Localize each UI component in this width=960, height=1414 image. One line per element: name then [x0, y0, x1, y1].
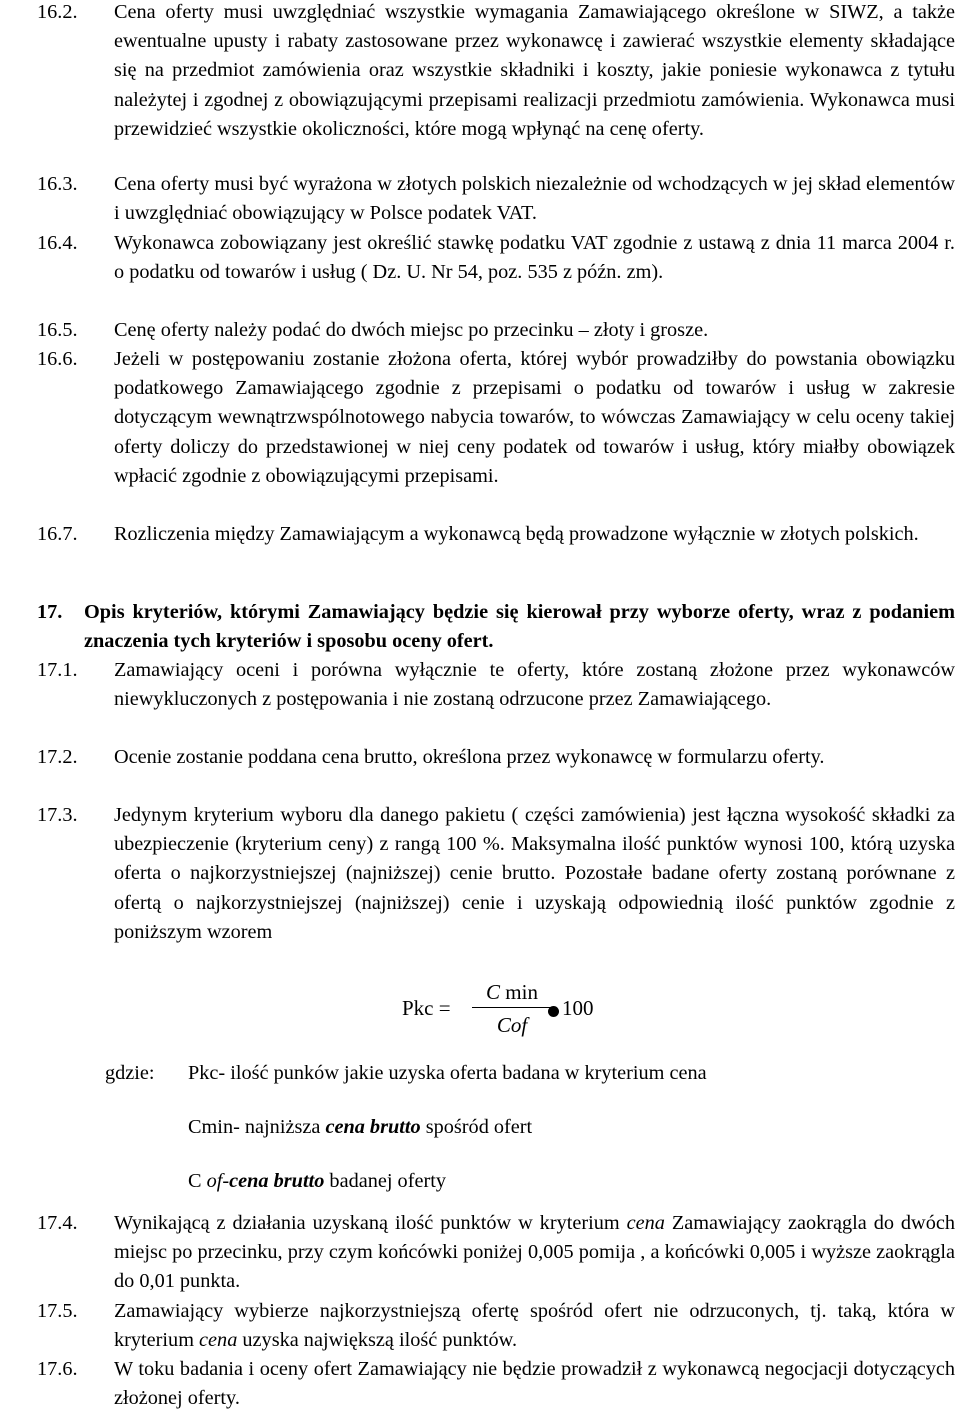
section-number: 17. — [37, 601, 63, 623]
legend-line-cof — [188, 1167, 446, 1196]
paragraph-number: 17.1. — [37, 659, 78, 681]
paragraph-text: W toku badania i oceny ofert Zamawiający nie będzie prowadził z wykonawcą negocjacji dotyczących złożonej oferty. — [114, 1358, 955, 1410]
formula-numerator: C min — [486, 980, 538, 1004]
legend-line-cmin — [188, 1113, 532, 1142]
paragraph-17-4 — [37, 1209, 955, 1297]
paragraph-17-2 — [37, 743, 955, 772]
paragraph-text — [114, 1209, 955, 1297]
paragraph-number: 16.5. — [37, 319, 78, 341]
paragraph-number: 17.4. — [37, 1212, 78, 1234]
paragraph-text: Cenę oferty należy podać do dwóch miejsc po przecinku – złoty i grosze. — [114, 319, 709, 341]
paragraph-text: Cena oferty musi uwzględniać wszystkie wymagania Zamawiającego określone w SIWZ, a także ewentualne upusty i rabaty zastosowane przez wykonawcę i zawierać wszystkie elementy składające się na przedmiot zamówienia oraz wszystkie składniki i koszty, jakie poniesie wykonawca z tytułu należytej i zgodnej z obowiązującymi przepisami realizacji przedmiotu zamówienia. Wykonawca musi przewidzieć wszystkie okoliczności, które mogą wpłynąć na cenę oferty. — [114, 1, 955, 140]
paragraph-text: Ocenie zostanie poddana cena brutto, określona przez wykonawcę w formularzu oferty. — [114, 746, 825, 768]
paragraph-16-5 — [37, 316, 955, 345]
legend-emphasis: cena brutto — [325, 1116, 421, 1138]
paragraph-16-2 — [37, 0, 955, 144]
paragraph-number: 16.6. — [37, 348, 78, 370]
paragraph-17-1 — [37, 656, 955, 714]
formula-lhs: Pkc = — [402, 996, 451, 1020]
paragraph-text: Jeżeli w postępowaniu zostanie złożona oferta, której wybór prowadziłby do powstania obowiązku podatkowego Zamawiającego zgodnie z przepisami o podatku od towarów i usług w zakresie dotyczącym wewnątrzwspólnotowego nabycia towarów, to wówczas Zamawiający w celu oceny takiej oferty doliczy do przedstawionej w niej ceny podatek od towarów i usług, który miałby obowiązek wpłacić zgodnie z obowiązującymi przepisami. — [114, 348, 955, 487]
text-italic: cena — [626, 1212, 665, 1234]
paragraph-17-5 — [37, 1297, 955, 1355]
paragraph-number: 17.6. — [37, 1358, 78, 1380]
paragraph-16-4 — [37, 229, 955, 287]
paragraph-number: 17.3. — [37, 804, 78, 826]
text-run: Zamawiający zaokrągla do dwóch miejsc po przecinku, przy czym końcówki poniżej 0,005 pomija , a końcówki 0,005 i wyższe zaokrągla do 0,01 punkta. — [114, 1212, 955, 1293]
paragraph-text: Rozliczenia między Zamawiającym a wykonawcą będą prowadzone wyłącznie w złotych polskich. — [114, 523, 919, 545]
score-formula — [400, 978, 600, 1048]
paragraph-17-6 — [37, 1355, 955, 1413]
paragraph-number: 16.2. — [37, 1, 78, 23]
paragraph-text: Cena oferty musi być wyrażona w złotych polskich niezależnie od wchodzących w jej skład elementów i uwzględniać obowiązujący w Polsce podatek VAT. — [114, 173, 955, 225]
legend-emphasis: cena brutto — [229, 1170, 325, 1192]
section-title: Opis kryteriów, którymi Zamawiający będzie się kierował przy wyborze oferty, wraz z podaniem znaczenia tych kryteriów i sposobu oceny ofert. — [84, 601, 955, 653]
paragraph-text: Wykonawca zobowiązany jest określić stawkę podatku VAT zgodnie z ustawą z dnia 11 marca 2004 r. o podatku od towarów i usług ( Dz. U. Nr 54, poz. 535 z późn. zm). — [114, 232, 955, 284]
formula-fraction — [472, 978, 552, 1039]
text-run: Wynikającą z działania uzyskaną ilość punktów w kryterium — [114, 1212, 627, 1234]
legend-text: C — [188, 1170, 207, 1192]
paragraph-16-7 — [37, 520, 955, 549]
multiply-dot-icon — [548, 1006, 559, 1017]
section-17-heading — [37, 598, 955, 656]
paragraph-number: 16.7. — [37, 523, 78, 545]
formula-denominator: Cof — [496, 1013, 528, 1038]
legend-italic: of- — [206, 1170, 230, 1192]
legend-line-pkc: Pkc- ilość punków jakie uzyska oferta badana w kryterium cena — [188, 1062, 707, 1084]
paragraph-17-3 — [37, 801, 955, 947]
paragraph-text: Jedynym kryterium wyboru dla danego pakietu ( części zamówienia) jest łączna wysokość składki za ubezpieczenie (kryterium ceny) z rangą 100 %. Maksymalna ilość punktów wynosi 100, którą uzyska oferta o najkorzystniejszej (najniższej) cenie brutto. Pozostałe badane oferty zostaną porównane z ofertą o najkorzystniejszej (najniższej) cenie i uzyskają odpowiednią ilość punktów zgodnie z poniższym wzorem — [114, 804, 955, 943]
fraction-bar — [472, 1007, 552, 1008]
paragraph-number: 16.4. — [37, 232, 78, 254]
text-run: uzyska największą ilość punktów. — [237, 1329, 518, 1352]
paragraph-number: 17.5. — [37, 1300, 78, 1322]
legend-text: spośród ofert — [420, 1116, 533, 1138]
text-run: Zamawiający wybierze najkorzystniejszą ofertę spośród ofert nie odrzuconych, tj. taką, która w kryterium — [114, 1300, 955, 1352]
formula-multiplier: 100 — [562, 996, 594, 1020]
paragraph-text — [114, 1297, 955, 1355]
paragraph-16-3 — [37, 170, 955, 228]
paragraph-number: 16.3. — [37, 173, 78, 195]
paragraph-text: Zamawiający oceni i porówna wyłącznie te oferty, które zostaną złożone przez wykonawców niewykluczonych z postępowania i nie zostaną odrzucone przez Zamawiającego. — [114, 659, 955, 711]
paragraph-number: 17.2. — [37, 746, 78, 768]
text-italic: cena — [199, 1329, 238, 1352]
legend-text: badanej oferty — [324, 1170, 446, 1192]
legend-text: Cmin- najniższa — [188, 1116, 326, 1138]
paragraph-16-6 — [37, 345, 955, 491]
legend-label: gdzie: — [105, 1062, 155, 1084]
